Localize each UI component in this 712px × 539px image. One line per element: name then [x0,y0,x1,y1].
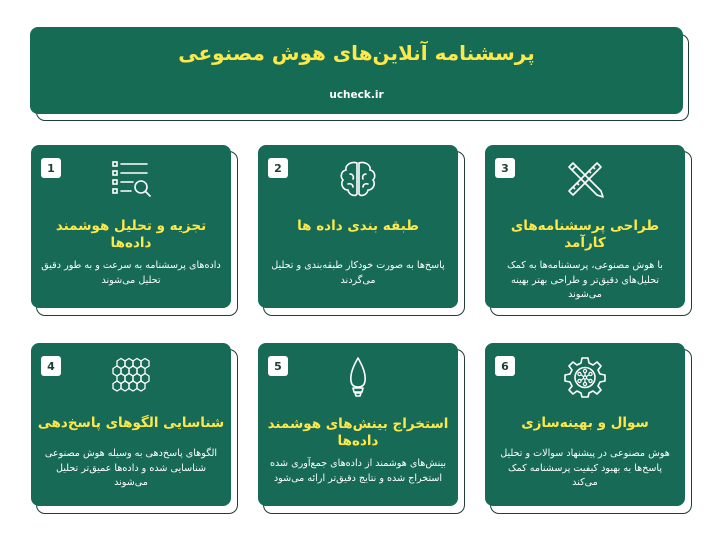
card-description: الگوهای پاسخ‌دهی به وسیله هوش مصنوعی شناسایی شده و داده‌ها عمیق‌تر تحلیل می‌شوند [44,448,218,488]
card-number: 1 [41,158,61,178]
card-description: پاسخ‌ها به صورت خودکار طبقه‌بندی و تحلیل می‌گردند [271,260,445,286]
pencil-ruler-icon [563,157,607,201]
card-5 [258,343,458,506]
site-url: ucheck.ir [329,89,384,101]
gear-icon [563,355,607,399]
card-number: 5 [268,356,288,376]
card-description: داده‌های پرسشنامه به سرعت و به طور دقیق تحلیل می‌شوند [41,260,221,286]
card-description: هوش مصنوعی در پیشنهاد سوالات و تحلیل پاسخ‌ها به بهبود کیفیت پرسشنامه کمک می‌کند [500,448,670,488]
card-number: 2 [268,158,288,178]
card-6 [485,343,685,506]
page-title: پرسشنامه آنلاین‌های هوش مصنوعی [178,41,535,65]
card-title: طبقه بندی داده ها [297,218,419,234]
card-3 [485,145,685,308]
card-description: با هوش مصنوعی، پرسشنامه‌ها به کمک تحلیل‌های دقیق‌تر و طراحی بهتر بهینه می‌شوند [507,260,663,300]
card-number: 4 [41,356,61,376]
brain-icon [336,157,380,201]
card-description: بینش‌های هوشمند از داده‌های جمع‌آوری شده استخراج شده و نتایج دقیق‌تر ارائه می‌شود [269,458,447,484]
hexagon-pattern-icon [109,355,153,399]
card-title: تجزیه و تحلیل هوشمند داده‌ها [55,218,207,251]
card-title: سوال و بهینه‌سازی [521,415,649,431]
lightbulb-icon [336,355,380,399]
card-number: 6 [495,356,515,376]
card-2 [258,145,458,308]
card-4 [31,343,231,506]
card-number: 3 [495,158,515,178]
card-title: استخراج بینش‌های هوشمند داده‌ها [267,416,449,449]
card-title: طراحی پرسشنامه‌های کارآمد [510,218,660,251]
card-title: شناسایی الگوهای پاسخ‌دهی [37,415,225,431]
list-search-icon [109,157,153,201]
header-banner [30,27,683,114]
card-1 [31,145,231,308]
